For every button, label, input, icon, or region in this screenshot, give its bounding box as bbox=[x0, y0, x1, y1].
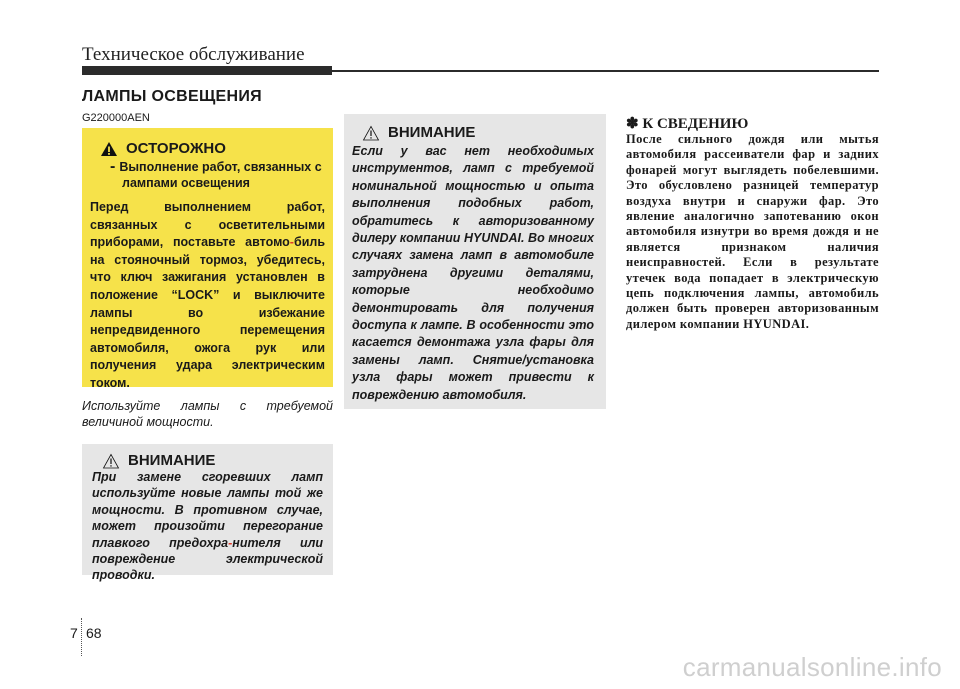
warning-triangle-icon bbox=[362, 125, 380, 141]
caution-heading-row bbox=[100, 140, 325, 157]
caution-hyphen: - bbox=[289, 235, 294, 250]
wattage-note: Используйте лампы с требуемой величиной мощности. bbox=[82, 399, 333, 429]
caution-heading: ОСТОРОЖНО bbox=[126, 140, 226, 157]
warning-middle-body: Если у вас нет необходимых инструментов, ламп с требуемой номинальной мощностью и опыта выполнения подобных работ, обратитесь к авторизованному дилеру компании HYUNDAI. Во многих случаях замена ламп в автомобиле затруднена другими деталями, которые необходимо демонтировать для получения доступа к лампе. В особенности это касается демонтажа узла фары для замены ламп. Снятие/установка узла фары может привести к повреждению автомобиля. bbox=[352, 144, 594, 402]
section-title: ЛАМПЫ ОСВЕЩЕНИЯ bbox=[82, 88, 262, 105]
caution-bullet-text: Выполнение работ, связанных с лампами освещения bbox=[119, 160, 322, 190]
header-title: Техническое обслуживание bbox=[82, 44, 305, 65]
warning-left-body-part-a: При замене сгоревших ламп используйте новые лампы той же мощности. В противном случае, может произойти перегорание плавкого предохра bbox=[92, 470, 323, 550]
info-title: К СВЕДЕНИЮ bbox=[642, 116, 749, 132]
warning-box-left bbox=[82, 444, 333, 583]
warning-left-body-part-b: нителя или повреждение электрической проводки. bbox=[92, 535, 323, 583]
caution-body-part-a: Перед выполнением работ, связанных с осветительными приборами, поставьте автомо bbox=[90, 200, 325, 250]
page-separator bbox=[81, 618, 82, 656]
info-body: После сильного дождя или мытья автомобиля рассеиватели фар и задних фонарей могут выглядеть побелевшими. Это обусловлено разницей температур воздуха внутри и снаружи фар. Это явление аналогично запотеванию окон автомобиля изнутри во время дождя и не является признаком наличия неисправностей. Если в результате утечек вода попадает в электрическую цепь подключения лампы, автомобиль должен быть проверен авторизованным дилером компании HYUNDAI. bbox=[626, 132, 879, 331]
caution-body bbox=[90, 199, 325, 393]
caution-box bbox=[82, 128, 333, 390]
header-rule bbox=[332, 70, 879, 72]
section-code: G220000AEN bbox=[82, 112, 150, 124]
warning-middle-heading-row bbox=[362, 124, 594, 141]
page-number: 68 bbox=[86, 625, 102, 641]
warning-left-hyphen: - bbox=[228, 535, 233, 550]
warning-left-heading-row bbox=[102, 452, 323, 469]
caution-body-part-b: биль на стояночный тормоз, убедитесь, что ключ зажигания установлен в положение “LOCK” и выключите лампы во избежание непредвиденного перемещения автомобиля, ожога рук или получения удара электрическим током. bbox=[90, 235, 325, 390]
warning-triangle-icon bbox=[102, 453, 120, 469]
caution-bullet-dash: - bbox=[110, 158, 116, 175]
watermark: carmanualsonline.info bbox=[682, 652, 942, 682]
asterisk-icon: ✽ bbox=[626, 116, 639, 132]
warning-box-middle bbox=[344, 114, 606, 409]
info-title-row bbox=[626, 114, 748, 133]
warning-left-body bbox=[92, 469, 323, 584]
header-bar bbox=[82, 66, 332, 75]
caution-bullet bbox=[90, 159, 325, 191]
warning-triangle-icon bbox=[100, 141, 118, 157]
chapter-number: 7 bbox=[70, 625, 78, 641]
warning-left-heading: ВНИМАНИЕ bbox=[128, 452, 216, 469]
warning-middle-heading: ВНИМАНИЕ bbox=[388, 124, 476, 141]
